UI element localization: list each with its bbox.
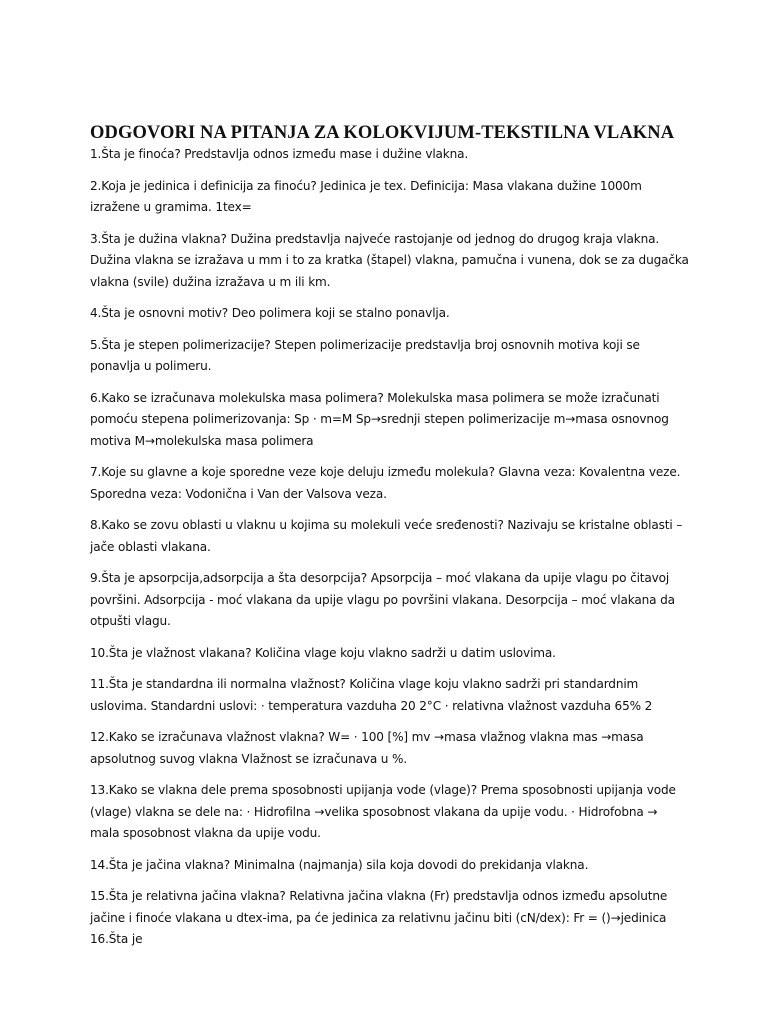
document-title: ODGOVORI NA PITANJA ZA KOLOKVIJUM-TEKSTILNA VLAKNA	[90, 123, 675, 143]
document-body	[90, 121, 690, 961]
paragraph-9: 9.Šta je apsorpcija,adsorpcija a šta desorpcija? Apsorpcija – moć vlakana da upije vlagu po čitavoj površini. Adsorpcija - moć vlakana da upije vlagu po površini vlakana. Desorpcija – moć vlakana da otpušti vlagu.	[90, 571, 675, 628]
paragraph-8: 8.Kako se zovu oblasti u vlaknu u kojima su molekuli veće sređenosti? Nazivaju se kristalne oblasti – jače oblasti vlakana.	[90, 518, 683, 554]
paragraph-7: 7.Koje su glavne a koje sporedne veze koje deluju između molekula? Glavna veza: Kovalentna veze. Sporedna veza: Vodonična i Van der Valsova veza.	[90, 465, 681, 501]
paragraph-6: 6.Kako se izračunava molekulska masa polimera? Molekulska masa polimera se može izračunati pomoću stepena polimerizovanja: Sp · m=M Sp→srednji stepen polimerizacije m→masa osnovnog motiva M→molekulska masa polimera	[90, 390, 669, 448]
paragraph-15: 15.Šta je relativna jačina vlakna? Relativna jačina vlakna (Fr) predstavlja odnos između apsolutne jačine i finoće vlakana u dtex-ima, pa će jedinica za relativnu jačinu biti (cN/dex): Fr = ()→jedinica 16.Šta je	[90, 889, 668, 946]
paragraph-5: 5.Šta je stepen polimerizacije? Stepen polimerizacije predstavlja broj osnovnih motiva koji se ponavlja u polimeru.	[90, 337, 640, 373]
paragraph-3: 3.Šta je dužina vlakna? Dužina predstavlja najveće rastojanje od jednog do drugog kraja vlakna. Dužina vlakna se izražava u mm i to za kratka (štapel) vlakna, pamučna i vunena, dok se za dugačka vlakna (svile) dužina izražava u m ili km.	[90, 231, 689, 289]
paragraph-12: 12.Kako se izračunava vlažnost vlakna? W= · 100 [%] mv →masa vlažnog vlakna mas →masa apsolutnog suvog vlakna Vlažnost se izračunava u %.	[90, 730, 644, 766]
paragraph-2: 2.Koja je jedinica i definicija za finoću? Jedinica je tex. Definicija: Masa vlakana dužine 1000m izražene u gramima. 1tex=	[90, 178, 642, 214]
paragraph-13: 13.Kako se vlakna dele prema sposobnosti upijanja vode (vlage)? Prema sposobnosti upijanja vode (vlage) vlakna se dele na: · Hidrofilna →velika sposobnost vlakana da upije vodu. · Hidrofobna → mala sposobnost vlakna da upije vodu.	[90, 783, 676, 840]
paragraph-4: 4.Šta je osnovni motiv? Deo polimera koji se stalno ponavlja.	[90, 306, 450, 320]
paragraph-11: 11.Šta je standardna ili normalna vlažnost? Količina vlage koju vlakno sadrži pri standardnim uslovima. Standardni uslovi: · temperatura vazduha 20 2°C · relativna vlažnost vazduha 65% 2	[90, 677, 653, 713]
paragraph-14: 14.Šta je jačina vlakna? Minimalna (najmanja) sila koja dovodi do prekidanja vlakna.	[90, 857, 589, 872]
paragraph-1: 1.Šta je finoća? Predstavlja odnos između mase i dužine vlakna.	[90, 147, 469, 161]
paragraph-10: 10.Šta je vlažnost vlakana? Količina vlage koju vlakno sadrži u datim uslovima.	[90, 645, 556, 660]
